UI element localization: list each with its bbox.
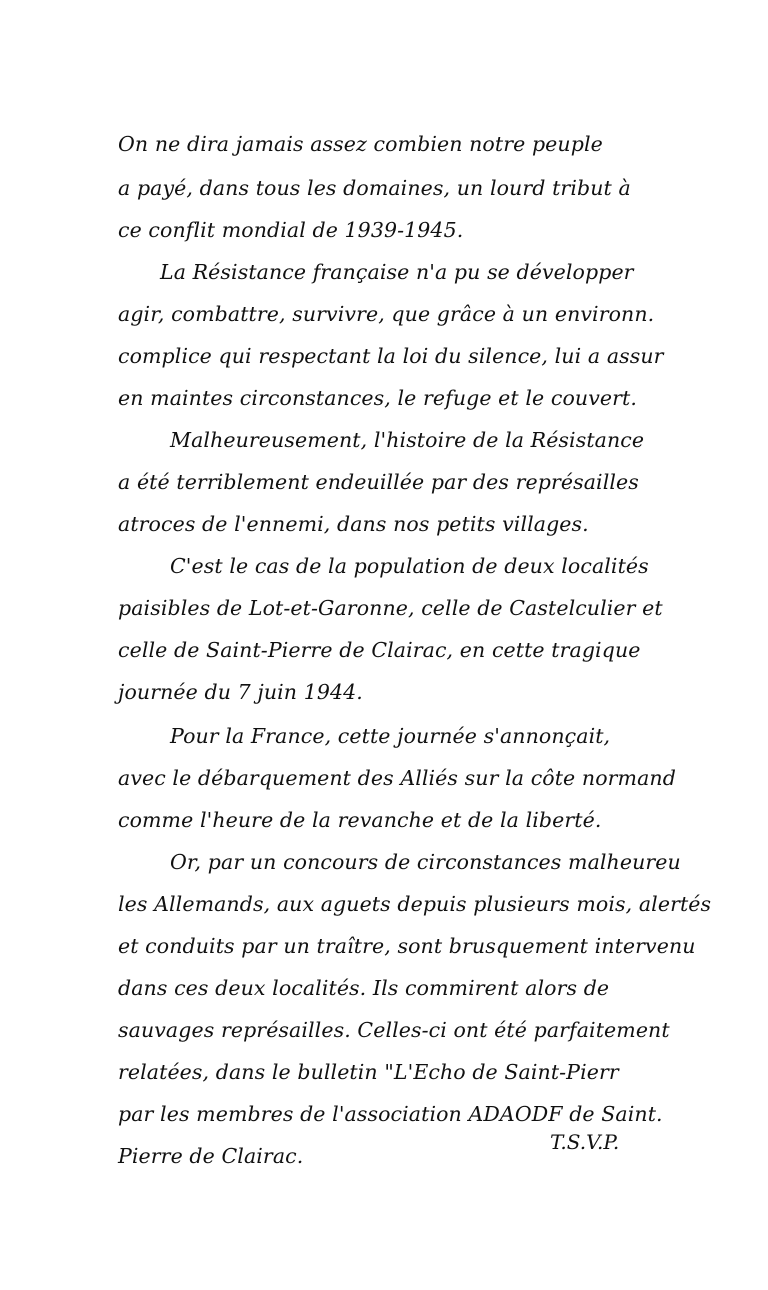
- letter-line: ce conflit mondial de 1939-1945.: [118, 218, 464, 242]
- letter-line: a été terriblement endeuillée par des représailles: [118, 470, 639, 494]
- signoff: T.S.V.P.: [550, 1130, 620, 1154]
- letter-line: dans ces deux localités. Ils commirent alors de: [118, 976, 610, 1000]
- letter-line: avec le débarquement des Alliés sur la côte normand: [118, 766, 676, 790]
- letter-line: On ne dira jamais assez combien notre peuple: [118, 132, 603, 156]
- letter-line: les Allemands, aux aguets depuis plusieurs mois, alertés: [118, 892, 712, 916]
- letter-line: sauvages représailles. Celles-ci ont été parfaitement: [118, 1018, 670, 1042]
- letter-line: par les membres de l'association ADAODF de Saint.: [118, 1102, 663, 1126]
- letter-line: Pour la France, cette journée s'annonçait,: [170, 724, 611, 748]
- letter-line: celle de Saint-Pierre de Clairac, en cette tragique: [118, 638, 641, 662]
- letter-line: a payé, dans tous les domaines, un lourd tribut à: [118, 176, 631, 200]
- letter-line: atroces de l'ennemi, dans nos petits villages.: [118, 512, 589, 536]
- letter-line: Malheureusement, l'histoire de la Résistance: [170, 428, 645, 452]
- letter-line: et conduits par un traître, sont brusquement intervenu: [118, 934, 696, 958]
- letter-line: complice qui respectant la loi du silence, lui a assur: [118, 344, 664, 368]
- letter-line: La Résistance française n'a pu se développer: [160, 260, 634, 284]
- letter-line: C'est le cas de la population de deux localités: [170, 554, 649, 578]
- letter-line: Pierre de Clairac.: [118, 1144, 304, 1168]
- letter-line: journée du 7 juin 1944.: [118, 680, 363, 704]
- letter-line: paisibles de Lot-et-Garonne, celle de Castelculier et: [118, 596, 663, 620]
- letter-line: agir, combattre, survivre, que grâce à un environn.: [118, 302, 655, 326]
- letter-line: en maintes circonstances, le refuge et le couvert.: [118, 386, 637, 410]
- letter-line: Or, par un concours de circonstances malheureu: [170, 850, 681, 874]
- letter-line: relatées, dans le bulletin "L'Echo de Saint-Pierr: [118, 1060, 619, 1084]
- letter-line: comme l'heure de la revanche et de la liberté.: [118, 808, 602, 832]
